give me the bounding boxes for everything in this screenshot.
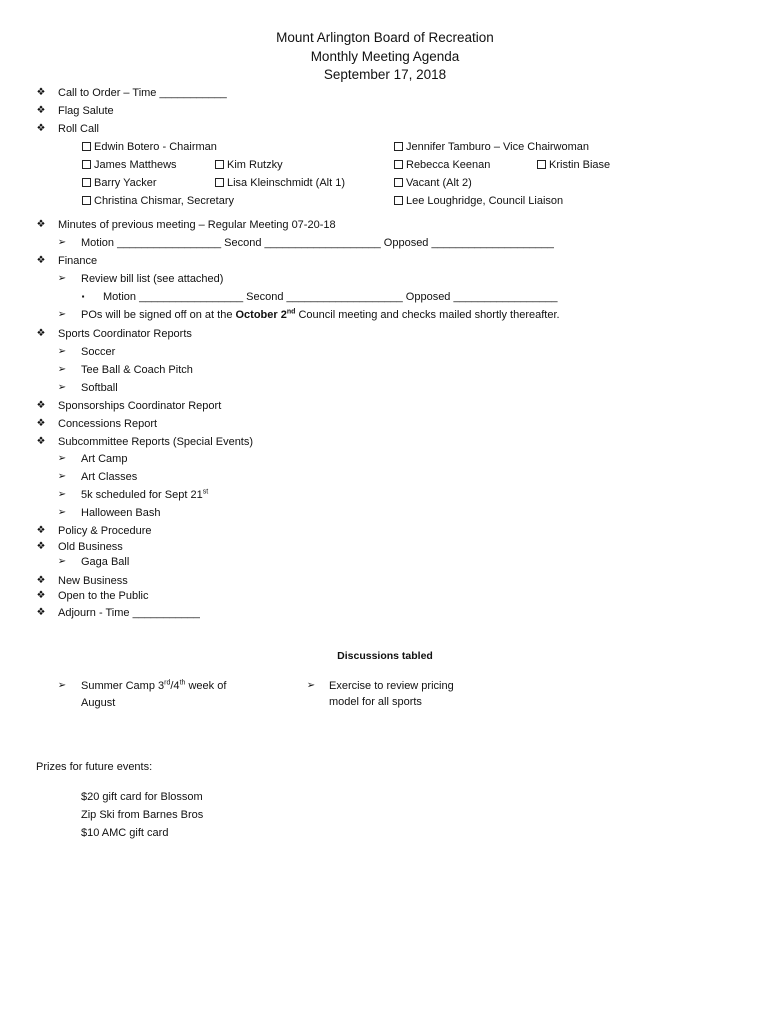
teeball-item: Tee Ball & Coach Pitch	[81, 364, 193, 376]
arrow-bullet-icon: ➢	[57, 471, 67, 482]
agenda-date: September 17, 2018	[323, 67, 447, 82]
diamond-bullet-icon: ❖	[36, 541, 46, 552]
square-bullet-icon: ▪	[81, 292, 85, 301]
arrow-bullet-icon: ➢	[57, 273, 67, 284]
diamond-bullet-icon: ❖	[36, 87, 46, 98]
diamond-bullet-icon: ❖	[36, 105, 46, 116]
diamond-bullet-icon: ❖	[36, 607, 46, 618]
adjourn: Adjourn - Time ___________	[58, 607, 200, 619]
arrow-bullet-icon: ➢	[57, 346, 67, 357]
tabled-item-summer-camp: Summer Camp 3rd/4th week of	[81, 679, 227, 692]
checkbox-icon	[82, 196, 91, 205]
roll-call-member: Lisa Kleinschmidt (Alt 1)	[215, 177, 345, 189]
old-business: Old Business	[58, 541, 123, 553]
diamond-bullet-icon: ❖	[36, 123, 46, 134]
checkbox-icon	[394, 196, 403, 205]
arrow-bullet-icon: ➢	[57, 489, 67, 500]
arrow-bullet-icon: ➢	[57, 364, 67, 375]
agenda-title: Mount Arlington Board of Recreation	[276, 30, 494, 45]
arrow-bullet-icon: ➢	[57, 556, 67, 567]
open-to-public: Open to the Public	[58, 590, 149, 602]
po-signoff-note: POs will be signed off on at the October 2nd Council meeting and checks mailed shortly thereafter.	[81, 308, 560, 321]
gaga-ball-item: Gaga Ball	[81, 556, 130, 568]
new-business: New Business	[58, 575, 128, 587]
tabled-item-pricing-cont: model for all sports	[329, 696, 422, 708]
discussions-tabled-heading: Discussions tabled	[337, 650, 433, 662]
diamond-bullet-icon: ❖	[36, 575, 46, 586]
arrow-bullet-icon: ➢	[57, 507, 67, 518]
roll-call-member: James Matthews	[82, 159, 177, 171]
prize-item: Zip Ski from Barnes Bros	[81, 809, 204, 821]
roll-call-member: Kim Rutzky	[215, 159, 283, 171]
roll-call-member: Jennifer Tamburo – Vice Chairwoman	[394, 141, 589, 153]
bill-motion-line: Motion _________________ Second ___________________ Opposed _________________	[103, 291, 558, 303]
diamond-bullet-icon: ❖	[36, 525, 46, 536]
call-to-order: Call to Order – Time ___________	[58, 87, 227, 99]
checkbox-icon	[82, 178, 91, 187]
soccer-item: Soccer	[81, 346, 116, 358]
diamond-bullet-icon: ❖	[36, 400, 46, 411]
agenda-subtitle: Monthly Meeting Agenda	[310, 49, 460, 64]
roll-call-member: Christina Chismar, Secretary	[82, 195, 234, 207]
prize-item: $20 gift card for Blossom	[81, 791, 203, 803]
fivek-item: 5k scheduled for Sept 21st	[81, 488, 209, 501]
prize-item: $10 AMC gift card	[81, 827, 169, 839]
diamond-bullet-icon: ❖	[36, 219, 46, 230]
roll-call-member: Rebecca Keenan	[394, 159, 490, 171]
concessions-report: Concessions Report	[58, 418, 158, 430]
checkbox-icon	[537, 160, 546, 169]
softball-item: Softball	[81, 382, 118, 394]
checkbox-icon	[215, 160, 224, 169]
sports-reports: Sports Coordinator Reports	[58, 328, 192, 340]
roll-call-member: Kristin Biase	[537, 159, 610, 171]
tabled-item-summer-camp-cont: August	[81, 697, 116, 709]
roll-call-member: Lee Loughridge, Council Liaison	[394, 195, 563, 207]
roll-call-member: Edwin Botero - Chairman	[82, 141, 217, 153]
halloween-item: Halloween Bash	[81, 507, 161, 519]
sponsorships-report: Sponsorships Coordinator Report	[58, 400, 222, 412]
diamond-bullet-icon: ❖	[36, 436, 46, 447]
flag-salute: Flag Salute	[58, 105, 114, 117]
checkbox-icon	[82, 142, 91, 151]
arrow-bullet-icon: ➢	[57, 237, 67, 248]
arrow-bullet-icon: ➢	[57, 309, 67, 320]
arrow-bullet-icon: ➢	[306, 680, 316, 691]
diamond-bullet-icon: ❖	[36, 590, 46, 601]
finance-item: Finance	[58, 255, 98, 267]
arrow-bullet-icon: ➢	[57, 382, 67, 393]
roll-call-member: Barry Yacker	[82, 177, 157, 189]
minutes-motion-line: Motion _________________ Second ___________________ Opposed ____________________	[81, 237, 554, 249]
diamond-bullet-icon: ❖	[36, 255, 46, 266]
minutes-item: Minutes of previous meeting – Regular Meeting 07-20-18	[58, 219, 336, 231]
diamond-bullet-icon: ❖	[36, 328, 46, 339]
policy-procedure: Policy & Procedure	[58, 525, 152, 537]
roll-call-member: Vacant (Alt 2)	[394, 177, 472, 189]
arrow-bullet-icon: ➢	[57, 453, 67, 464]
roll-call: Roll Call	[58, 123, 99, 135]
art-classes-item: Art Classes	[81, 471, 138, 483]
arrow-bullet-icon: ➢	[57, 680, 67, 691]
tabled-item-pricing: Exercise to review pricing	[329, 680, 454, 692]
checkbox-icon	[394, 160, 403, 169]
prizes-heading: Prizes for future events:	[36, 761, 153, 773]
subcommittee-reports: Subcommittee Reports (Special Events)	[58, 436, 254, 448]
art-camp-item: Art Camp	[81, 453, 128, 465]
diamond-bullet-icon: ❖	[36, 418, 46, 429]
checkbox-icon	[82, 160, 91, 169]
checkbox-icon	[394, 142, 403, 151]
checkbox-icon	[394, 178, 403, 187]
checkbox-icon	[215, 178, 224, 187]
review-bill-list: Review bill list (see attached)	[81, 273, 224, 285]
